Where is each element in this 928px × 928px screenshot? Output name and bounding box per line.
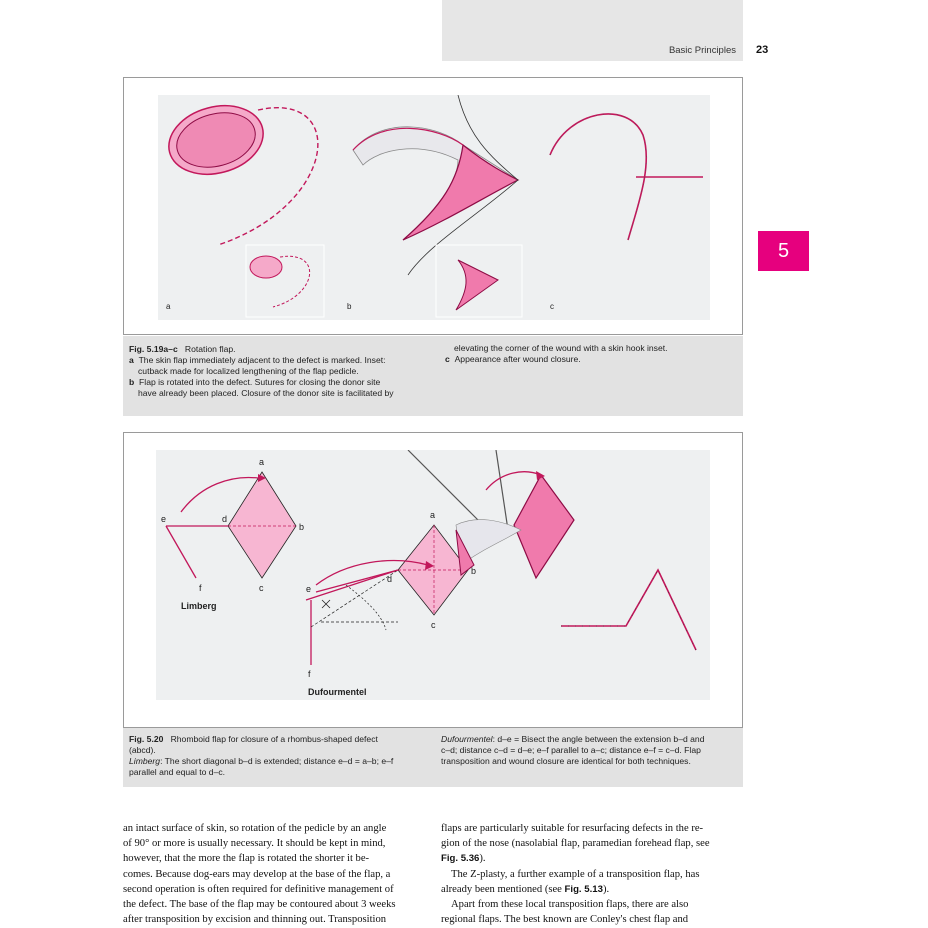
limberg-point-e: e [161,514,167,524]
figure-reference[interactable]: Fig. 5.13 [564,883,603,895]
caption-title-line [129,734,429,745]
panel-label-a: a [166,302,171,311]
dufourmentel-point-d: d [387,574,393,584]
caption-dufourmentel-cont-2: transposition and wound closure are identical for both techniques. [441,756,691,766]
caption-number: Fig. 5.20 [129,734,164,744]
limberg-diagram [161,457,304,611]
body-column-right [441,821,743,927]
rotation-flap-drawing [158,95,710,320]
body-line: however, that the more the flap is rotated the shorter it be- [123,853,370,865]
dufourmentel-point-f: f [308,669,311,679]
panel-a-drawing [161,96,324,317]
limberg-point-a: a [259,457,265,467]
caption-title-line [129,344,429,355]
body-column-left [123,821,425,927]
caption-right-column [445,343,735,365]
figure-caption-5-20 [123,728,743,787]
body-line: comes. Because dog-ears may develop at the base of the flap, a [123,868,391,880]
chapter-tab: 5 [758,231,809,271]
panel-b-drawing [353,95,522,317]
caption-title: Rotation flap. [184,344,236,354]
body-line: The Z-plasty, a further example of a transposition flap, has [451,868,700,880]
figure-rhomboid-flap [123,432,743,728]
body-line: second operation is often required for definitive management of [123,883,394,895]
caption-number: Fig. 5.19a–c [129,344,178,354]
figure-rotation-flap [123,77,743,335]
body-line: flaps are particularly suitable for resurfacing defects in the re- [441,823,704,834]
caption-item-a-cont: cutback made for localized lengthening of the flap pedicle. [138,366,359,376]
dufourmentel-diagram [306,510,476,697]
limberg-point-d: d [222,514,228,524]
limberg-point-c: c [259,583,264,593]
dufourmentel-point-a: a [430,510,436,520]
caption-item-b: b Flap is rotated into the defect. Sutures for closing the donor site [129,377,381,387]
limberg-point-f: f [199,583,202,593]
caption-dufourmentel-cont: c–d; distance c–d = d–e; e–f parallel to a–c; distance e–f = c–d. Flap [441,745,701,755]
running-title: Basic Principles [668,45,736,56]
caption-dufourmentel: Dufourmentel: d–e = Bisect the angle between the extension b–d and [441,734,705,744]
rotation-flap-illustration [158,95,710,320]
body-line: Fig. 5.36). [441,853,486,865]
body-line: gion of the nose (nasolabial flap, paramedian forehead flap, see [441,838,710,850]
caption-title-cont: (abcd). [129,745,156,755]
caption-left-column [129,344,429,399]
caption-limberg: Limberg: The short diagonal b–d is extended; distance e–d = a–b; e–f [129,756,394,766]
dufourmentel-label: Dufourmentel [308,687,367,697]
body-line: regional flaps. The best known are Conley's chest flap and [441,914,689,926]
limberg-point-b: b [299,522,305,532]
body-line: the defect. The base of the flap may be contoured about 3 weeks [123,899,396,911]
caption-left-column [129,734,429,778]
body-line: an intact surface of skin, so rotation of the pedicle by an angle [123,823,387,834]
figure-caption-5-19 [123,336,743,416]
limberg-label: Limberg [181,601,217,611]
body-line: already been mentioned (see Fig. 5.13). [441,883,610,895]
body-line: of 90° or more is usually necessary. It should be kept in mind, [123,838,386,850]
caption-right-column [441,734,737,767]
rhomboid-flap-illustration [156,450,710,700]
figure-reference[interactable]: Fig. 5.36 [441,853,480,865]
closure-drawing [561,570,696,650]
caption-item-b-cont: have already been placed. Closure of the donor site is facilitated by [138,388,394,398]
dufourmentel-point-b: b [471,566,477,576]
page-number: 23 [756,44,769,56]
panel-label-b: b [347,302,352,311]
caption-item-b-cont-2: elevating the corner of the wound with a skin hook inset. [454,343,668,353]
caption-limberg-cont: parallel and equal to d–c. [129,767,226,777]
caption-item-a: a The skin flap immediately adjacent to the defect is marked. Inset: [129,355,386,365]
body-line: Apart from these local transposition flaps, there are also [451,899,689,911]
dufourmentel-point-c: c [431,620,436,630]
caption-title: Rhomboid flap for closure of a rhombus-shaped defect [170,734,378,744]
rhomboid-flap-drawing [156,450,710,700]
dufourmentel-point-e: e [306,584,312,594]
caption-item-c: c Appearance after wound closure. [445,354,581,364]
body-line: after transposition by excision and thinning out. Transposition [123,914,387,926]
panel-c-drawing [550,114,703,240]
panel-label-c: c [550,302,554,311]
